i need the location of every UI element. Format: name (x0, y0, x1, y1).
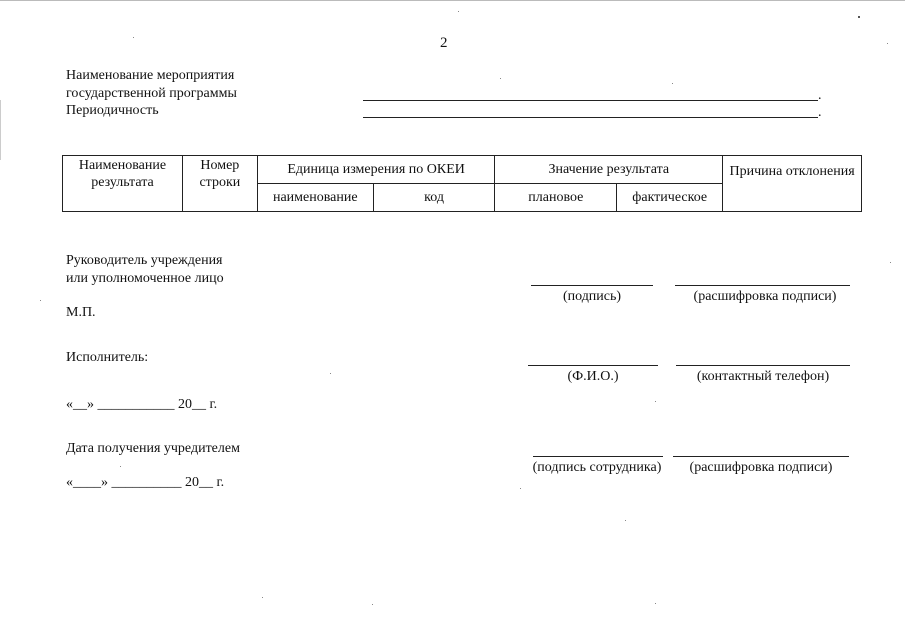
scan-speck (655, 603, 656, 604)
receipt-date-label: Дата получения учредителем (66, 441, 240, 456)
head-signature-line[interactable] (531, 285, 653, 286)
page-number: 2 (440, 35, 448, 51)
head-signature-decoding-line[interactable] (675, 285, 850, 286)
page-left-edge (0, 100, 1, 160)
scan-speck (120, 466, 121, 467)
header-result-value: Значение результата (495, 156, 723, 184)
scan-speck (890, 262, 891, 263)
scan-speck (500, 78, 501, 79)
event-name-line-end: . (818, 88, 822, 103)
page-top-edge (0, 0, 905, 1)
executor-phone-caption: (контактный телефон) (696, 369, 830, 384)
header-okei-name: наименование (257, 184, 373, 212)
head-label-line2: или уполномоченное лицо (66, 271, 224, 286)
periodicity-field-line[interactable] (363, 117, 818, 118)
executor-fio-caption: (Ф.И.О.) (567, 369, 619, 384)
executor-date-line[interactable]: «__» ___________ 20__ г. (66, 397, 218, 412)
employee-decoding-line[interactable] (673, 456, 849, 457)
results-table (62, 155, 862, 212)
employee-decoding-caption: (расшифровка подписи) (689, 460, 833, 475)
scan-speck (133, 37, 134, 38)
scan-speck (672, 83, 673, 84)
event-name-label-line1: Наименование мероприятия (66, 68, 235, 83)
scan-speck (330, 373, 331, 374)
stamp-label: М.П. (66, 305, 96, 320)
scan-speck (858, 16, 860, 18)
executor-phone-line[interactable] (676, 365, 850, 366)
head-signature-caption: (подпись) (562, 289, 622, 304)
header-okei-code: код (373, 184, 495, 212)
header-planned: плановое (495, 184, 617, 212)
executor-fio-line[interactable] (528, 365, 658, 366)
scan-speck (262, 597, 263, 598)
header-result-name: Наименование результата (63, 156, 183, 212)
event-name-field-line[interactable] (363, 100, 818, 101)
scan-speck (625, 520, 626, 521)
executor-label: Исполнитель: (66, 350, 149, 365)
header-actual: фактическое (617, 184, 723, 212)
head-label-line1: Руководитель учреждения (66, 253, 223, 268)
header-deviation-reason: Причина отклонения (723, 156, 862, 212)
event-name-label-line2: государственной программы (66, 86, 237, 101)
employee-signature-line[interactable] (533, 456, 663, 457)
scan-speck (40, 300, 41, 301)
receipt-date-line[interactable]: «____» __________ 20__ г. (66, 475, 225, 490)
head-signature-decoding-caption: (расшифровка подписи) (693, 289, 837, 304)
header-row-number: Номер строки (182, 156, 257, 212)
scan-speck (655, 401, 656, 402)
periodicity-line-end: . (818, 105, 822, 120)
periodicity-label: Периодичность (66, 103, 159, 118)
scan-speck (458, 11, 459, 12)
scan-speck (520, 488, 521, 489)
scan-speck (887, 43, 888, 44)
scan-speck (372, 604, 373, 605)
header-okei-unit: Единица измерения по ОКЕИ (257, 156, 495, 184)
employee-signature-caption: (подпись сотрудника) (532, 460, 662, 475)
